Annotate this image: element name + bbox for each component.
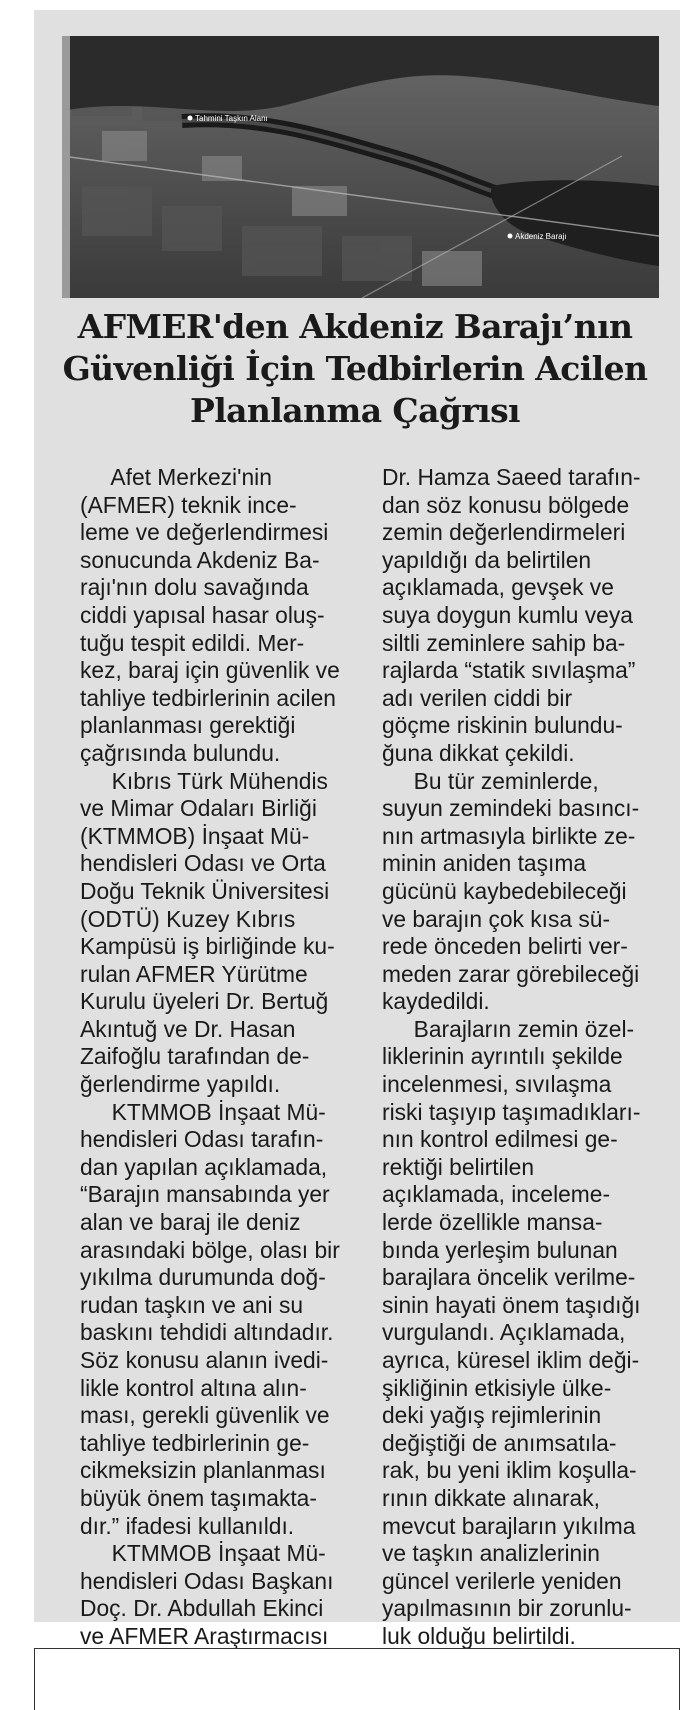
article-text-line: cikmeksizin planlanması xyxy=(80,1457,326,1484)
article-text-line: rulan AFMER Yürütme xyxy=(80,960,308,987)
article-text-line: vurgulandı. Açıklamada, xyxy=(382,1319,626,1346)
article-text-line: sinin hayati önem taşıdığı xyxy=(382,1291,641,1318)
article-text-line: çağrısında bulundu. xyxy=(80,739,281,766)
article-text-line: rak, bu yeni iklim koşulla- xyxy=(382,1457,637,1484)
satellite-image xyxy=(62,36,659,298)
article-text-line: ve taşkın analizlerinin xyxy=(382,1540,600,1567)
article-text-line: incelenmesi, sıvılaşma xyxy=(382,1071,612,1098)
headline-line: Planlanma Çağrısı xyxy=(190,391,520,430)
article-text-line: Kıbrıs Türk Mühendis xyxy=(80,767,328,794)
article-text-line: rının dikkate alınarak, xyxy=(382,1484,600,1511)
article-text-line: hendisleri Odası tarafın- xyxy=(80,1126,324,1153)
article-text-line: (ODTÜ) Kuzey Kıbrıs xyxy=(80,905,296,932)
article-text-line: ması, gerekli güvenlik ve xyxy=(80,1402,330,1429)
article-text-line: barajlara öncelik verilme- xyxy=(382,1264,636,1291)
article-text-line: Doğu Teknik Üniversitesi xyxy=(80,877,330,904)
photo-label-flood-area: Tahmini Taşkın Alanı xyxy=(195,114,268,123)
article-text-line: Dr. Hamza Saeed tarafın- xyxy=(382,464,641,490)
article-text-line: rajlarda “statik sıvılaşma” xyxy=(382,657,636,684)
article-text-line: mevcut barajların yıkılma xyxy=(382,1512,636,1539)
next-article-frame xyxy=(34,1648,680,1710)
article-text-line: ayrıca, küresel iklim deği- xyxy=(382,1347,640,1373)
article-text-line: KTMMOB İnşaat Mü- xyxy=(80,1540,326,1567)
pin-icon xyxy=(508,234,513,239)
headline-line: Güvenliği İçin Tedbirlerin Acilen xyxy=(62,349,648,388)
article-text-line: ve barajın çok kısa sü- xyxy=(382,905,611,932)
article-text-line: yapıldığı da belirtilen xyxy=(382,546,592,573)
article-text-line: yapılmasının bir zorunlu- xyxy=(382,1595,632,1622)
article-headline xyxy=(50,306,660,432)
headline-line: AFMER'den Akdeniz Barajı’nın xyxy=(77,307,633,346)
article-text-line: yıkılma durumunda doğ- xyxy=(80,1264,326,1291)
article-text-line: suya doygun kumlu veya xyxy=(382,601,633,628)
article-text-line: adı verilen ciddi bir xyxy=(382,684,573,711)
article-text-line: şikliğinin etkisiyle ülke- xyxy=(382,1374,612,1401)
article-text-line: “Barajın mansabında yer xyxy=(80,1181,330,1208)
article-text-line: güncel verilerle yeniden xyxy=(382,1567,622,1594)
article-text-line: sonucunda Akdeniz Ba- xyxy=(80,546,320,573)
article-text-line: dan yapılan açıklamada, xyxy=(80,1153,328,1180)
article-text-line: tahliye tedbirlerinin ge- xyxy=(80,1429,310,1456)
article-text-line: Afet Merkezi'nin xyxy=(80,464,272,490)
photo-label-dam: Akdeniz Barajı xyxy=(515,232,567,241)
article-text-line: Söz konusu alanın ivedi- xyxy=(80,1347,329,1373)
pin-icon xyxy=(188,116,193,121)
article-text-line: hendisleri Odası Başkanı xyxy=(80,1567,334,1594)
article-text-line: alan ve baraj ile deniz xyxy=(80,1209,301,1236)
article-text-line: KTMMOB İnşaat Mü- xyxy=(80,1098,326,1125)
article-text-line: luk olduğu belirtildi. xyxy=(382,1622,576,1649)
article-text-line: hendisleri Odası ve Orta xyxy=(80,850,326,877)
article-text-line: kez, baraj için güvenlik ve xyxy=(80,657,340,684)
article-text-line: tahliye tedbirlerinin acilen xyxy=(80,684,336,711)
article-text-line: değiştiği de anımsatıla- xyxy=(382,1429,617,1456)
article-text-line: Akıntuğ ve Dr. Hasan xyxy=(80,1015,296,1042)
article-text-line: suyun zemindeki basıncı- xyxy=(382,795,640,822)
article-text-line: rajı'nın dolu savağında xyxy=(80,574,309,601)
article-text-line: Kurulu üyeleri Dr. Bertuğ xyxy=(80,988,329,1015)
article-text-line: rudan taşkın ve ani su xyxy=(80,1291,304,1318)
article-text-line: dan söz konusu bölgede xyxy=(382,491,630,518)
article-text-line: ve Mimar Odaları Birliği xyxy=(80,795,317,822)
article-text-line: Bu tür zeminlerde, xyxy=(382,767,599,794)
article-text-line: ğuna dikkat çekildi. xyxy=(382,739,575,766)
article-text-line: minin aniden taşıma xyxy=(382,850,587,877)
article-text-line: siltli zeminlere sahip ba- xyxy=(382,629,626,656)
article-text-line: gücünü kaybedebileceği xyxy=(382,877,627,904)
article-text-line: leme ve değerlendirmesi xyxy=(80,519,329,546)
article-text-line: ve AFMER Araştırmacısı xyxy=(80,1622,329,1649)
article-text-line: likle kontrol altına alın- xyxy=(80,1374,307,1401)
article-text-line: ciddi yapısal hasar oluş- xyxy=(80,601,325,628)
article-text-line: meden zarar görebileceği xyxy=(382,960,640,987)
article-column-left xyxy=(80,464,348,1651)
article-text-line: açıklamada, gevşek ve xyxy=(382,574,614,601)
article-text-line: rede önceden belirti ver- xyxy=(382,933,628,960)
article-text-line: göçme riskinin bulundu- xyxy=(382,712,623,739)
article-text-line: nın artmasıyla birlikte ze- xyxy=(382,822,636,849)
article-text-line: lerde özellikle mansa- xyxy=(382,1209,603,1236)
article-text-line: açıklamada, inceleme- xyxy=(382,1181,611,1208)
article-text-line: baskını tehdidi altındadır. xyxy=(80,1319,334,1346)
article-column-right xyxy=(382,464,670,1651)
article-text-line: tuğu tespit edildi. Mer- xyxy=(80,629,305,656)
article-text-line: (AFMER) teknik ince- xyxy=(80,491,297,518)
article-text-line: Barajların zemin özel- xyxy=(382,1015,635,1042)
article-text-line: riski taşıyıp taşımadıkları- xyxy=(382,1098,641,1125)
article-text-line: (KTMMOB) İnşaat Mü- xyxy=(80,822,310,849)
article-text-line: bında yerleşim bulunan xyxy=(382,1236,618,1263)
article-text-line: Zaifoğlu tarafından de- xyxy=(80,1043,310,1070)
article-text-line: nın kontrol edilmesi ge- xyxy=(382,1126,618,1153)
article-text-line: deki yağış rejimlerinin xyxy=(382,1402,602,1429)
article-text-line: dır.” ifadesi kullanıldı. xyxy=(80,1512,295,1539)
article-text-line: arasındaki bölge, olası bir xyxy=(80,1236,340,1263)
article-text-line: kaydedildi. xyxy=(382,988,490,1015)
article-text-line: liklerinin ayrıntılı şekilde xyxy=(382,1043,623,1070)
article-text-line: planlanması gerektiği xyxy=(80,712,296,739)
article-text-line: Doç. Dr. Abdullah Ekinci xyxy=(80,1595,324,1622)
article-text-line: zemin değerlendirmeleri xyxy=(382,519,626,546)
article-text-line: Kampüsü iş birliğinde ku- xyxy=(80,933,335,960)
satellite-photo xyxy=(62,36,659,298)
article-text-line: büyük önem taşımakta- xyxy=(80,1484,317,1511)
article-text-line: ğerlendirme yapıldı. xyxy=(80,1071,281,1098)
article-text-line: rektiği belirtilen xyxy=(382,1153,535,1180)
